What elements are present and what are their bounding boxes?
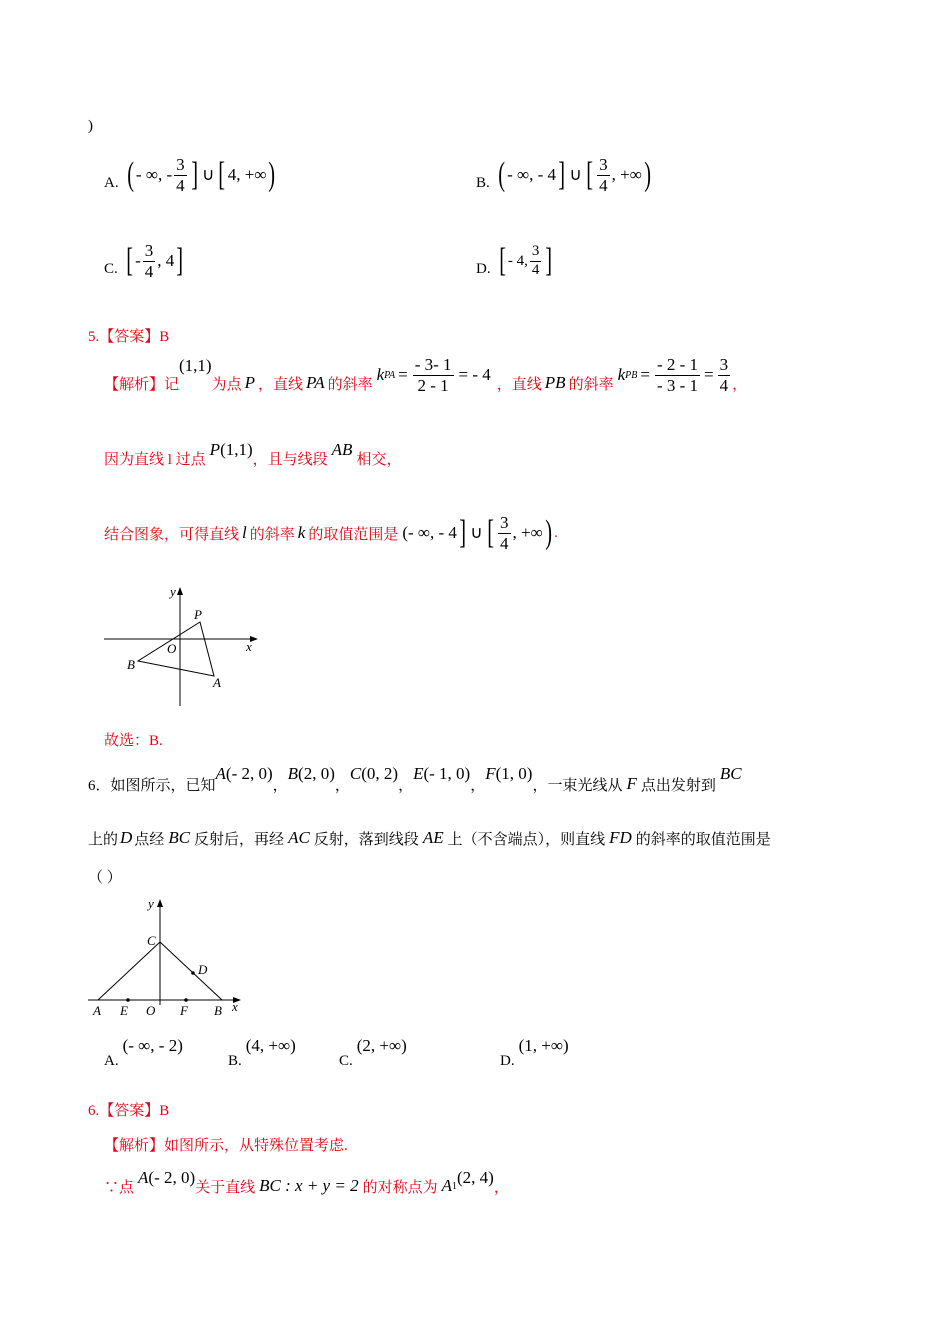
bracket: [ [486, 514, 494, 551]
math-var: P [209, 440, 221, 459]
math-var: A [441, 1176, 452, 1195]
math-var: E [413, 764, 424, 783]
fraction [413, 356, 454, 395]
option-value: (2, +∞) [356, 1036, 407, 1055]
text: ∵点 [104, 1179, 135, 1196]
math-var: A [215, 764, 226, 783]
numerator: - 3- 1 [414, 355, 452, 374]
label-y: y [170, 584, 176, 599]
bracket: ] [545, 242, 553, 279]
union-symbol: ∪ [201, 165, 215, 184]
line-equation: BC : x + y = 2 [259, 1176, 359, 1195]
point-e [126, 998, 130, 1002]
bracket: ] [190, 156, 198, 193]
math-var: l [242, 523, 247, 542]
text: ， [334, 777, 350, 794]
text: 点出发射到 [640, 777, 716, 794]
label-f: F [180, 1003, 188, 1018]
numerator: 3 [500, 512, 509, 532]
numerator: - 2 - 1 [656, 355, 699, 374]
denominator: 4 [531, 261, 540, 278]
bracket: ) [545, 514, 552, 551]
option-label: C. [339, 1053, 353, 1069]
label-p: P [194, 607, 202, 622]
fraction [174, 156, 187, 195]
text: 的斜率 [249, 526, 295, 543]
q6-option-a [104, 1036, 183, 1070]
union-symbol: ∪ [569, 165, 582, 184]
text: ，一束光线从 [532, 777, 623, 794]
denominator: 2 - 1 [417, 375, 449, 395]
text: 的斜率 [568, 376, 614, 393]
point-coord: (1, 0) [495, 764, 533, 783]
answer-5-figure [96, 584, 266, 712]
label-e: E [120, 1003, 128, 1018]
text: 结合图象，可得直线 [104, 526, 240, 543]
option-label: B. [476, 175, 490, 191]
bracket: ] [459, 514, 466, 551]
q6-option-d [500, 1036, 569, 1070]
option-d [476, 236, 555, 286]
option-value: (4, +∞) [245, 1036, 296, 1055]
label-x: x [232, 999, 238, 1014]
subscript: PA [384, 369, 396, 381]
subscript: 1 [451, 1180, 457, 1192]
text: 上（不含端点），则直线 [447, 831, 606, 848]
text: ， [493, 1179, 509, 1196]
analysis-label: 【解析】记 [104, 376, 180, 393]
label-o: O [146, 1003, 156, 1018]
answer-5-line-3 [104, 507, 558, 559]
answer-5-line-2 [104, 440, 401, 476]
result: = - 4 [458, 365, 491, 385]
math-var: FD [609, 828, 632, 847]
answer-6-heading: 6.【答案】B [88, 1103, 170, 1119]
math-var: k [297, 523, 306, 542]
paren-close: ) [88, 118, 93, 134]
point-coord: (- 1, 0) [423, 764, 471, 783]
bracket: [ [218, 156, 226, 193]
label-o: O [167, 641, 177, 656]
denominator: - 3 - 1 [656, 375, 699, 395]
question-6-paren: （ ） [88, 870, 122, 886]
label-a: A [93, 1003, 101, 1018]
label-x: x [246, 639, 252, 654]
denominator: 4 [719, 375, 729, 395]
denominator: 4 [500, 533, 509, 553]
point-coord: (0, 2) [361, 764, 399, 783]
text: 的对称点为 [362, 1179, 438, 1196]
point-coord: (1,1) [179, 356, 212, 375]
math-var: P [244, 373, 255, 392]
point-coord: (- 2, 0) [225, 764, 273, 783]
interval-text: - ∞, - [135, 165, 173, 184]
bracket: [ [586, 156, 593, 193]
slope-pb-formula [618, 356, 733, 395]
text: ，且与线段 [252, 451, 328, 468]
range-expression [402, 514, 554, 553]
text: 相交， [356, 451, 402, 468]
equals: = [640, 365, 650, 385]
subscript: PB [625, 369, 638, 381]
text: 的斜率 [327, 376, 373, 393]
numerator: 3 [144, 240, 154, 260]
interval-text: (- ∞, - 4 [402, 523, 457, 542]
y-axis-arrow [157, 899, 163, 907]
math-var: A [138, 1168, 149, 1187]
equals: = [398, 365, 408, 385]
option-value: (- ∞, - 2) [122, 1036, 183, 1055]
point-f [184, 998, 188, 1002]
text: ，直线 [496, 376, 542, 393]
question-6-line-1 [88, 764, 742, 804]
text: 的取值范围是 [308, 526, 399, 543]
text: ， [272, 777, 288, 794]
label-d: D [198, 962, 208, 977]
equals: = [704, 365, 714, 385]
answer-6-line-2 [104, 1168, 509, 1204]
point-coord: (- 2, 0) [148, 1168, 196, 1187]
math-var: AB [331, 440, 353, 459]
option-label: D. [500, 1053, 515, 1069]
math-var: AE [422, 828, 444, 847]
numerator: 3 [176, 154, 185, 174]
numerator: 3 [530, 244, 542, 262]
math-var: F [485, 764, 496, 783]
denominator: 4 [176, 175, 185, 195]
math-var: k [617, 365, 626, 385]
fraction [530, 244, 542, 279]
interval-text: 4, +∞ [227, 165, 267, 184]
text: 点经 [134, 831, 165, 848]
label-y: y [148, 896, 154, 911]
denominator: 4 [599, 175, 608, 195]
interval-text: , +∞ [512, 523, 543, 542]
answer-5-heading: 5.【答案】B [88, 329, 170, 345]
text: 关于直线 [195, 1179, 256, 1196]
text: 反射，落到线段 [313, 831, 419, 848]
fraction [498, 514, 511, 553]
interval-text: - [135, 251, 141, 270]
q6-option-b [228, 1036, 296, 1070]
numerator: 3 [719, 355, 729, 374]
option-a [104, 150, 278, 200]
math-var: AC [288, 828, 310, 847]
point-d [191, 971, 195, 975]
union-symbol: ∪ [470, 523, 483, 542]
bracket: [ [126, 242, 133, 279]
answer-5-line-1 [104, 356, 747, 410]
bracket: ( [498, 156, 505, 193]
bracket: ) [268, 156, 276, 193]
text: 上的 [88, 831, 119, 848]
q6-option-c [339, 1036, 407, 1070]
option-c [104, 236, 186, 286]
bracket: ] [176, 242, 184, 279]
text: 为点 [211, 376, 242, 393]
bracket: ) [644, 156, 651, 193]
answer-5-conclusion: 故选：B. [104, 733, 163, 749]
bracket: [ [498, 242, 506, 279]
option-label: D. [476, 261, 491, 277]
option-label: A. [104, 175, 119, 191]
text: ， [732, 376, 748, 393]
math-var: BC [168, 828, 191, 847]
text: 的斜率的取值范围是 [635, 831, 771, 848]
label-c: C [147, 933, 156, 948]
math-var: PB [544, 373, 566, 392]
math-var: BC [719, 764, 742, 783]
math-var: B [287, 764, 299, 783]
math-var: k [376, 365, 385, 385]
text: ，直线 [258, 376, 304, 393]
fraction [597, 156, 610, 195]
interval-text: - ∞, - 4 [507, 165, 557, 184]
segment-ac [98, 942, 160, 1000]
text: 因为直线 l 过点 [104, 451, 206, 468]
point-coord: (2, 0) [298, 764, 335, 783]
numerator: 3 [599, 154, 608, 174]
segment-cb [160, 942, 222, 1000]
answer-6-analysis: 【解析】如图所示，从特殊位置考虑. [104, 1138, 348, 1154]
interval-text: , 4 [157, 251, 175, 270]
y-axis-arrow [177, 587, 183, 595]
option-label: C. [104, 261, 118, 277]
math-var: D [120, 828, 133, 847]
interval-text: - 4, [507, 252, 528, 269]
bracket: ( [126, 156, 134, 193]
point-coord: (1,1) [220, 440, 253, 459]
math-var: PA [306, 373, 325, 392]
fraction [718, 356, 731, 395]
text: ， [398, 777, 414, 794]
math-var: F [626, 774, 637, 793]
option-value: (1, +∞) [518, 1036, 569, 1055]
label-b: B [214, 1003, 222, 1018]
text: ， [470, 777, 486, 794]
slope-pa-formula [377, 356, 491, 395]
fraction [655, 356, 700, 395]
text: 6．如图所示，已知 [88, 777, 216, 794]
question-6-line-2 [88, 826, 771, 850]
label-a: A [213, 675, 221, 690]
interval-text: , +∞ [611, 165, 642, 184]
option-label: B. [228, 1053, 242, 1069]
fraction [143, 242, 156, 281]
text: . [554, 524, 558, 541]
bracket: ] [558, 156, 566, 193]
label-b: B [127, 657, 135, 672]
text: 反射后，再经 [194, 831, 285, 848]
math-var: C [349, 764, 362, 783]
point-coord: (2, 4) [456, 1168, 494, 1187]
denominator: 4 [144, 261, 154, 281]
question-6-figure [84, 893, 250, 1021]
option-b [476, 150, 653, 200]
option-label: A. [104, 1053, 119, 1069]
